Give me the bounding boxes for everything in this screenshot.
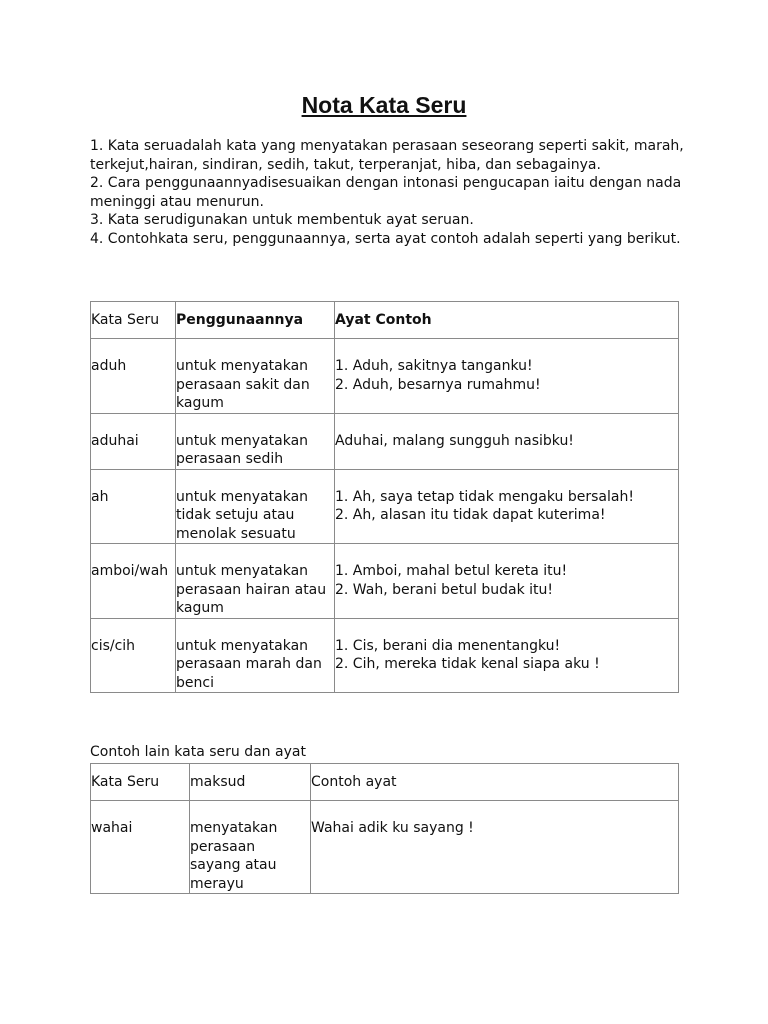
header-kata-seru: Kata Seru	[91, 764, 190, 801]
row-word: aduh	[91, 358, 127, 374]
intro-point-1: 1. Kata seruadalah kata yang menyatakan perasaan seseorang seperti sakit, marah, terkejut,hairan, sindiran, sedih, takut, terperanjat, hiba, dan sebagainya.	[90, 138, 684, 173]
intro-paragraphs	[90, 137, 690, 248]
intro-point-3: 3. Kata serudigunakan untuk membentuk ayat seruan.	[90, 212, 474, 228]
row-example: Wahai adik ku sayang !	[311, 820, 474, 836]
page-title: Nota Kata Seru	[301, 92, 467, 118]
example-line: 1. Ah, saya tetap tidak mengaku bersalah!	[335, 488, 634, 505]
table-row	[91, 801, 679, 894]
example-line: 2. Wah, berani betul budak itu!	[335, 581, 554, 598]
row-meaning: menyatakan perasaan sayang atau merayu	[190, 820, 278, 892]
example-line: 2. Aduh, besarnya rumahmu!	[335, 376, 541, 393]
second-table-caption: Contoh lain kata seru dan ayat	[90, 744, 306, 760]
row-usage: untuk menyatakan perasaan sakit dan kagum	[176, 358, 310, 411]
example-line: 1. Aduh, sakitnya tanganku!	[335, 358, 533, 374]
kata-seru-table	[90, 301, 679, 693]
table-row	[91, 413, 679, 469]
example-line: 2. Cih, mereka tidak kenal siapa aku !	[335, 656, 600, 672]
row-examples	[335, 544, 678, 599]
row-usage: untuk menyatakan perasaan marah dan benci	[176, 637, 322, 691]
row-word: wahai	[91, 820, 133, 836]
row-word: cis/cih	[91, 637, 136, 654]
row-examples	[335, 619, 678, 674]
row-word: aduhai	[91, 432, 139, 449]
row-examples	[335, 414, 678, 451]
header-penggunaannya: Penggunaannya	[176, 302, 335, 339]
row-usage: untuk menyatakan perasaan hairan atau kagum	[176, 563, 327, 616]
table-row	[91, 339, 679, 414]
row-word: amboi/wah	[91, 563, 169, 579]
table-row	[91, 618, 679, 693]
header-ayat-contoh: Ayat Contoh	[335, 302, 679, 339]
header-maksud: maksud	[190, 764, 311, 801]
example-line: Aduhai, malang sungguh nasibku!	[335, 432, 574, 449]
intro-point-2: 2. Cara penggunaannyadisesuaikan dengan intonasi pengucapan iaitu dengan nada meninggi atau menurun.	[90, 175, 682, 210]
example-line: 1. Cis, berani dia menentangku!	[335, 637, 561, 654]
row-word: ah	[91, 488, 109, 505]
more-examples-table	[90, 763, 679, 894]
table-row	[91, 469, 679, 544]
intro-point-4: 4. Contohkata seru, penggunaannya, serta ayat contoh adalah seperti yang berikut.	[90, 230, 681, 247]
table-row	[91, 544, 679, 619]
row-usage: untuk menyatakan perasaan sedih	[176, 432, 309, 467]
row-usage: untuk menyatakan tidak setuju atau menolak sesuatu	[176, 488, 309, 542]
table-header-row	[91, 302, 679, 339]
example-line: 1. Amboi, mahal betul kereta itu!	[335, 563, 568, 579]
row-examples	[335, 339, 678, 394]
example-line: 2. Ah, alasan itu tidak dapat kuterima!	[335, 507, 606, 523]
header-contoh-ayat: Contoh ayat	[311, 764, 679, 801]
table-header-row	[91, 764, 679, 801]
row-examples	[335, 470, 678, 525]
header-kata-seru: Kata Seru	[91, 302, 176, 339]
